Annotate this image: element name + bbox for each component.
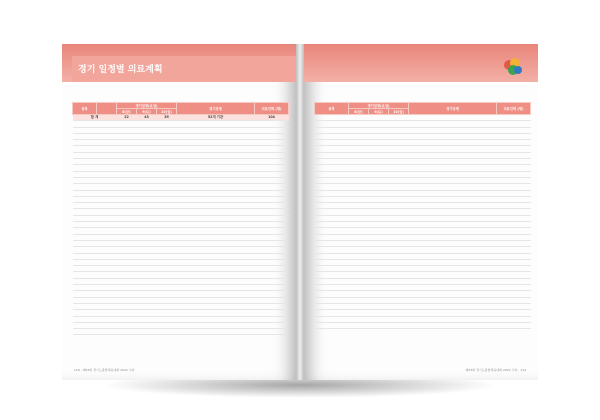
header-day3: 10(일) [157, 109, 177, 115]
row-day1 [117, 329, 137, 335]
table-row [73, 329, 289, 335]
row-medical [255, 329, 289, 335]
header-day1: 8(금) [117, 109, 137, 115]
header-facility: 경기장명 [409, 103, 497, 115]
row-day3 [157, 329, 177, 335]
header-group: 종목 [315, 103, 349, 115]
totals-day3: 39 [157, 115, 177, 121]
left-page [62, 44, 296, 380]
row-facility [177, 329, 255, 335]
header-day2: 9(토) [137, 109, 157, 115]
book-spine [296, 44, 304, 380]
header-day3: 10(일) [389, 109, 409, 115]
table-header-row [73, 103, 289, 109]
right-page [304, 44, 538, 380]
header-day2: 9(토) [369, 109, 389, 115]
row-group [315, 322, 349, 328]
table-row [315, 322, 531, 328]
table-header-row [315, 103, 531, 109]
totals-day2: 43 [137, 115, 157, 121]
header-group: 종목 [73, 103, 97, 115]
header-medical: 의료인력 (명) [255, 103, 289, 115]
page-title: 경기 일정별 의료계획 [78, 65, 163, 75]
row-day2 [137, 329, 157, 335]
header-facility: 경기장명 [177, 103, 255, 115]
header-day1: 8(금) [349, 109, 369, 115]
row-group [73, 329, 97, 335]
right-page-footer: 제53회 경기도종합체육대회 2022 고양 · 119 [465, 368, 526, 372]
row-medical [497, 322, 531, 328]
left-page-footer: 118 · 제53회 경기도종합체육대회 2022 고양 [74, 368, 135, 372]
left-schedule-table [72, 102, 289, 335]
header-event [97, 103, 117, 115]
row-facility [409, 322, 497, 328]
row-event [97, 329, 117, 335]
header-dates: 경기일정(요일) [117, 103, 177, 109]
totals-medical: 104 [255, 115, 289, 121]
row-day1 [349, 322, 369, 328]
right-schedule-table [314, 102, 531, 329]
row-day2 [369, 322, 389, 328]
row-day3 [389, 322, 409, 328]
open-book [62, 44, 538, 380]
header-dates: 경기일정(요일) [349, 103, 409, 109]
event-logo-icon [502, 56, 524, 78]
header-medical: 의료인력 (명) [497, 103, 531, 115]
totals-label: 합 계 [73, 115, 117, 121]
totals-day1: 22 [117, 115, 137, 121]
totals-facility: 52개 기관 [177, 115, 255, 121]
